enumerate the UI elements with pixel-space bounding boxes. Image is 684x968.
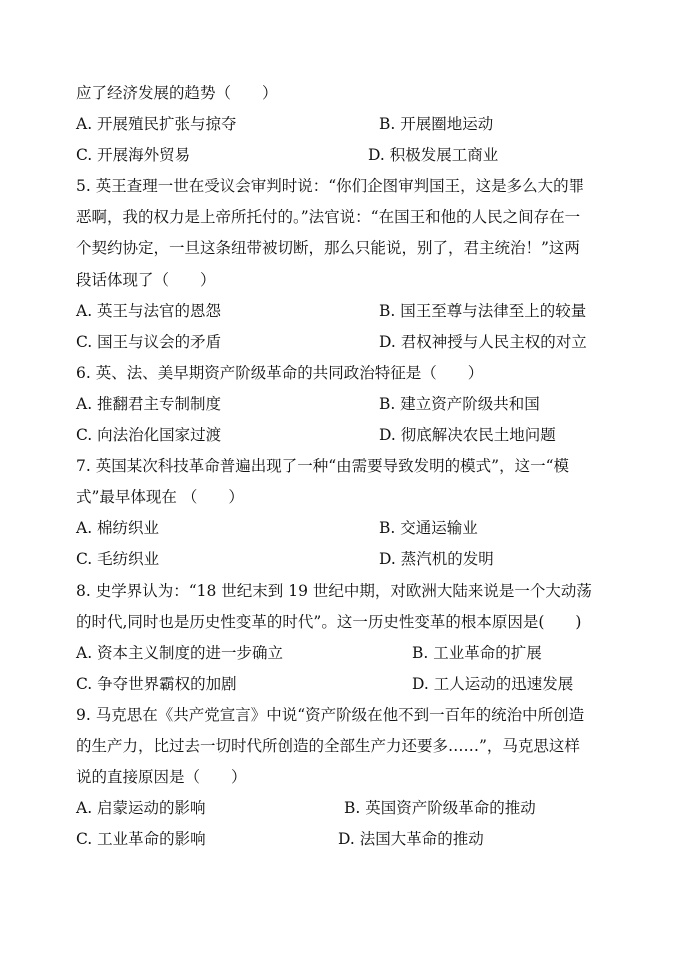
q6-options-row-1 bbox=[76, 389, 612, 420]
q6-stem: 6. 英、法、美早期资产阶级革命的共同政治特征是（ ） bbox=[76, 363, 484, 382]
q8-option-d: D. 工人运动的迅速发展 bbox=[412, 674, 574, 693]
q9-stem-line-2: 的生产力，比过去一切时代所创造的全部生产力还要多……”，马克思这样 bbox=[76, 736, 580, 755]
q6-options-row-2 bbox=[76, 420, 612, 451]
q9-stem-line-3: 说的直接原因是（ ） bbox=[76, 768, 247, 787]
q6-option-c: C. 向法治化国家过渡 bbox=[76, 426, 222, 445]
q9-option-c: C. 工业革命的影响 bbox=[76, 830, 206, 849]
q7-options-row-1 bbox=[76, 513, 612, 544]
q8-stem-line-2: 的时代,同时也是历史性变革的时代”。这一历史性变革的根本原因是( ) bbox=[76, 612, 582, 631]
q5-option-b: B. 国王至尊与法律至上的较量 bbox=[379, 301, 587, 320]
q6-option-b: B. 建立资产阶级共和国 bbox=[379, 394, 540, 413]
q5-option-c: C. 国王与议会的矛盾 bbox=[76, 332, 222, 351]
q9-option-a: A. 启蒙运动的影响 bbox=[76, 799, 206, 818]
q7-option-d: D. 蒸汽机的发明 bbox=[379, 550, 494, 569]
q4-stem-tail: 应了经济发展的趋势（ ） bbox=[76, 84, 278, 102]
q4-option-d: D. 积极发展工商业 bbox=[368, 146, 499, 165]
q5-option-a: A. 英王与法官的恩怨 bbox=[76, 301, 222, 320]
q7-options-row-2 bbox=[76, 544, 612, 575]
q5-stem-line-4: 段话体现了（ ） bbox=[76, 270, 216, 289]
q7-stem-line-2: 式”最早体现在 （ ） bbox=[76, 488, 244, 507]
q5-stem-line-3: 个契约协定，一旦这条纽带被切断，那么只能说，别了，君主统治！”这两 bbox=[76, 239, 580, 258]
q4-option-a: A. 开展殖民扩张与掠夺 bbox=[76, 115, 237, 134]
q7-option-a: A. 棉纺织业 bbox=[76, 519, 160, 538]
q9-options-row-1 bbox=[76, 793, 612, 824]
q9-options-row-2 bbox=[76, 824, 612, 855]
q4-options-row-2 bbox=[76, 140, 612, 171]
q8-stem-line-1: 8. 史学界认为：“18 世纪末到 19 世纪中期，对欧洲大陆来说是一个大动荡 bbox=[76, 581, 592, 600]
q8-options-row-2 bbox=[76, 669, 612, 700]
q4-options-row-1 bbox=[76, 109, 612, 140]
q8-options-row-1 bbox=[76, 638, 612, 669]
exam-page bbox=[76, 78, 612, 855]
q8-option-b: B. 工业革命的扩展 bbox=[412, 643, 542, 662]
q9-stem-line-1: 9. 马克思在《共产党宣言》中说“资产阶级在他不到一百年的统治中所创造 bbox=[76, 705, 585, 724]
q9-option-b: B. 英国资产阶级革命的推动 bbox=[344, 799, 536, 818]
q4-option-c: C. 开展海外贸易 bbox=[76, 146, 191, 165]
q6-option-d: D. 彻底解决农民土地问题 bbox=[379, 426, 556, 445]
q5-options-row-2 bbox=[76, 327, 612, 358]
q4-option-b: B. 开展圈地运动 bbox=[379, 115, 494, 134]
q7-option-c: C. 毛纺织业 bbox=[76, 550, 160, 569]
q5-stem-line-1: 5. 英王查理一世在受议会审判时说：“你们企图审判国王，这是多么大的罪 bbox=[76, 177, 585, 196]
q5-stem-line-2: 恶啊，我的权力是上帝所托付的。”法官说：“在国王和他的人民之间存在一 bbox=[76, 208, 581, 227]
q6-option-a: A. 推翻君主专制制度 bbox=[76, 394, 222, 413]
q5-options-row-1 bbox=[76, 296, 612, 327]
q8-option-a: A. 资本主义制度的进一步确立 bbox=[76, 643, 284, 662]
q7-option-b: B. 交通运输业 bbox=[379, 519, 478, 538]
q8-option-c: C. 争夺世界霸权的加剧 bbox=[76, 674, 237, 693]
q9-option-d: D. 法国大革命的推动 bbox=[338, 830, 484, 849]
q7-stem-line-1: 7. 英国某次科技革命普遍出现了一种“由需要导致发明的模式”，这一“模 bbox=[76, 457, 569, 476]
q5-option-d: D. 君权神授与人民主权的对立 bbox=[379, 332, 587, 351]
